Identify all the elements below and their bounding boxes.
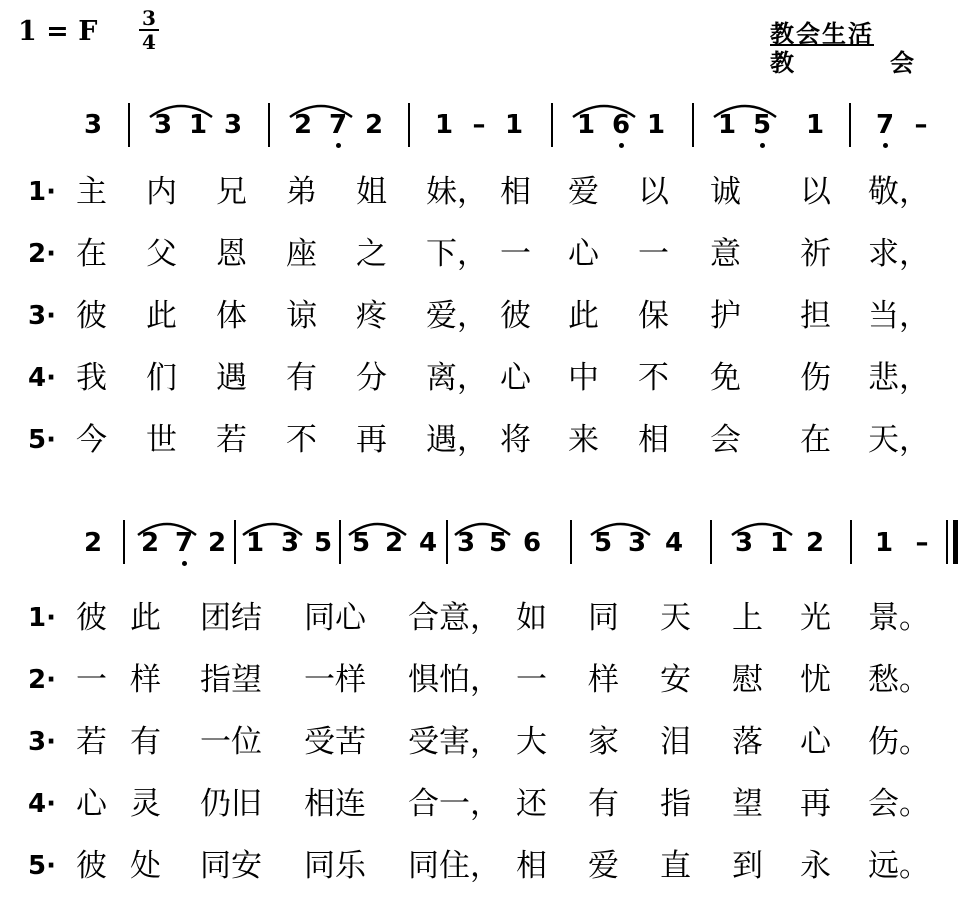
note: 3 [627,528,647,558]
lyric-syllable: 世 [146,422,177,458]
note: 2 [364,110,384,140]
lyric-syllable: 远。 [868,848,930,884]
note: 2 [384,528,404,558]
lyric-syllable: 指 [660,786,691,822]
lyric-syllable: 父 [146,236,177,272]
lyric-syllable: 惧怕， [408,662,501,698]
lyric-syllable: 彼 [500,298,531,334]
note: 2 [207,528,227,558]
barline [710,520,712,564]
lyric-syllable: 谅 [286,298,317,334]
lyric-syllable: 一 [638,236,669,272]
lyric-syllable: 彼 [76,600,107,636]
lyric-syllable: 景。 [868,600,930,636]
barline [339,520,341,564]
note: – [914,110,928,140]
lyric-syllable: 弟 [286,174,317,210]
lyric-syllable: 同心 [304,600,366,636]
lyric-syllable: 再 [800,786,831,822]
lyric-syllable: 们 [146,360,177,396]
lyric-syllable: 在 [76,236,107,272]
lyric-syllable: 团结 [200,600,262,636]
note: 1 [245,528,265,558]
lyric-syllable: 遇， [426,422,488,458]
lyric-syllable: 遇 [216,360,247,396]
lyric-syllable: 天 [660,600,691,636]
note: 5 [488,528,508,558]
lyric-syllable: 座 [286,236,317,272]
lyric-syllable: 不 [638,360,669,396]
lyric-syllable: 护 [710,298,741,334]
lyric-syllable: 今 [76,422,107,458]
lyric-syllable: 仍旧 [200,786,262,822]
lyric-syllable: 将 [500,422,531,458]
lyric-syllable: 若 [216,422,247,458]
final-barline-thin [946,520,948,564]
note: 7 [870,110,900,140]
barline [849,103,851,147]
lyric-syllable: 下， [426,236,488,272]
note: – [472,110,486,140]
lyric-syllable: 安 [660,662,691,698]
lyric-syllable: 诚 [710,174,741,210]
lyrics-credit: 教会生活 [770,20,874,48]
lyric-syllable: 样 [130,662,161,698]
note: – [915,528,929,558]
lyric-syllable: 爱 [588,848,619,884]
note: 3 [456,528,476,558]
key-signature: 1 = F [18,16,98,47]
lyric-syllable: 相连 [304,786,366,822]
lyric-syllable: 一 [500,236,531,272]
time-denominator: 4 [142,30,156,54]
lyric-syllable: 来 [568,422,599,458]
note: 4 [664,528,684,558]
verse-number: 2· [28,239,56,269]
lyric-syllable: 受苦 [304,724,366,760]
verse-number: 4· [28,363,56,393]
lyric-syllable: 彼 [76,298,107,334]
lyric-syllable: 心 [500,360,531,396]
note: 5 [351,528,371,558]
barline [850,520,852,564]
lyric-syllable: 主 [76,174,107,210]
note: 5 [593,528,613,558]
lyric-syllable: 此 [568,298,599,334]
lyric-syllable: 当， [868,298,930,334]
lyric-syllable: 心 [76,786,107,822]
lyric-syllable: 在 [800,422,831,458]
barline [570,520,572,564]
lyric-syllable: 以 [800,174,831,210]
verse-number: 5· [28,425,56,455]
lyric-syllable: 指望 [200,662,262,698]
lyric-syllable: 保 [638,298,669,334]
verse-number: 4· [28,789,56,819]
lyric-syllable: 伤 [800,360,831,396]
note: 3 [83,110,103,140]
lyric-syllable: 相 [638,422,669,458]
lyric-syllable: 内 [146,174,177,210]
note: 2 [293,110,313,140]
lyric-syllable: 同乐 [304,848,366,884]
lyric-syllable: 此 [130,600,161,636]
barline [128,103,130,147]
lyric-syllable: 永 [800,848,831,884]
lyric-syllable: 不 [286,422,317,458]
lyric-syllable: 泪 [660,724,691,760]
lyric-syllable: 分 [356,360,387,396]
lyric-syllable: 望 [732,786,763,822]
lyric-syllable: 彼 [76,848,107,884]
lyric-syllable: 姐 [356,174,387,210]
barline [551,103,553,147]
note: 6 [522,528,542,558]
lyric-syllable: 伤。 [868,724,930,760]
lyric-syllable: 合意， [408,600,501,636]
lyric-syllable: 一 [76,662,107,698]
lyric-syllable: 再 [356,422,387,458]
lyric-syllable: 悲， [868,360,930,396]
lyric-syllable: 一 [516,662,547,698]
lyric-syllable: 处 [130,848,161,884]
lyric-syllable: 会。 [868,786,930,822]
lyric-syllable: 家 [588,724,619,760]
verse-number: 3· [28,301,56,331]
note: 2 [83,528,103,558]
barline [692,103,694,147]
lyric-syllable: 之 [356,236,387,272]
lyric-syllable: 受害， [408,724,501,760]
lyric-syllable: 若 [76,724,107,760]
note: 1 [188,110,208,140]
note: 3 [153,110,173,140]
final-barline-thick [953,520,958,564]
lyric-syllable: 意 [710,236,741,272]
lyric-syllable: 相 [500,174,531,210]
lyric-syllable: 祈 [800,236,831,272]
lyric-syllable: 担 [800,298,831,334]
verse-number: 2· [28,665,56,695]
lyric-syllable: 有 [588,786,619,822]
note: 2 [805,528,825,558]
note: 5 [747,110,777,140]
note: 1 [805,110,825,140]
lyric-syllable: 直 [660,848,691,884]
lyric-syllable: 兄 [216,174,247,210]
lyric-syllable: 大 [516,724,547,760]
lyric-syllable: 心 [800,724,831,760]
note: 3 [280,528,300,558]
lyric-syllable: 心 [568,236,599,272]
lyric-syllable: 此 [146,298,177,334]
music-credit-char: 教 [770,49,796,77]
note: 1 [717,110,737,140]
lyric-syllable: 合一， [408,786,501,822]
barline [268,103,270,147]
lyric-syllable: 会 [710,422,741,458]
lyric-syllable: 体 [216,298,247,334]
lyric-syllable: 天， [868,422,930,458]
barline [123,520,125,564]
note: 1 [769,528,789,558]
lyric-syllable: 同安 [200,848,262,884]
lyric-syllable: 求， [868,236,930,272]
note: 6 [606,110,636,140]
barline [234,520,236,564]
barline [446,520,448,564]
lyric-syllable: 同住， [408,848,501,884]
note: 1 [434,110,454,140]
lyric-syllable: 敬， [868,174,930,210]
time-signature [136,8,162,52]
barline [408,103,410,147]
lyric-syllable: 免 [710,360,741,396]
lyric-syllable: 一位 [200,724,262,760]
note: 7 [323,110,353,140]
lyric-syllable: 我 [76,360,107,396]
lyric-syllable: 一样 [304,662,366,698]
note: 5 [313,528,333,558]
music-credit [770,43,916,78]
note: 3 [734,528,754,558]
note: 1 [504,110,524,140]
lyric-syllable: 中 [568,360,599,396]
lyric-syllable: 光 [800,600,831,636]
lyric-syllable: 到 [732,848,763,884]
verse-number: 1· [28,177,56,207]
lyric-syllable: 慰 [732,662,763,698]
note: 3 [223,110,243,140]
verse-number: 1· [28,603,56,633]
lyric-syllable: 有 [286,360,317,396]
lyric-syllable: 样 [588,662,619,698]
lyric-syllable: 恩 [216,236,247,272]
lyric-syllable: 以 [638,174,669,210]
lyric-syllable: 同 [588,600,619,636]
note: 1 [576,110,596,140]
lyric-syllable: 有 [130,724,161,760]
verse-number: 5· [28,851,56,881]
lyric-syllable: 如 [516,600,547,636]
note: 7 [169,528,199,558]
lyric-syllable: 上 [732,600,763,636]
lyric-syllable: 落 [732,724,763,760]
note: 4 [418,528,438,558]
lyric-syllable: 愁。 [868,662,930,698]
lyric-syllable: 离， [426,360,488,396]
music-credit-char: 会 [890,49,916,77]
lyric-syllable: 忧 [800,662,831,698]
lyric-syllable: 疼 [356,298,387,334]
lyric-syllable: 还 [516,786,547,822]
note: 2 [140,528,160,558]
note: 1 [874,528,894,558]
lyric-syllable: 妹， [426,174,488,210]
time-numerator: 3 [142,6,156,30]
note: 1 [646,110,666,140]
verse-number: 3· [28,727,56,757]
lyric-syllable: 灵 [130,786,161,822]
lyric-syllable: 爱 [568,174,599,210]
lyric-syllable: 爱， [426,298,488,334]
lyric-syllable: 相 [516,848,547,884]
